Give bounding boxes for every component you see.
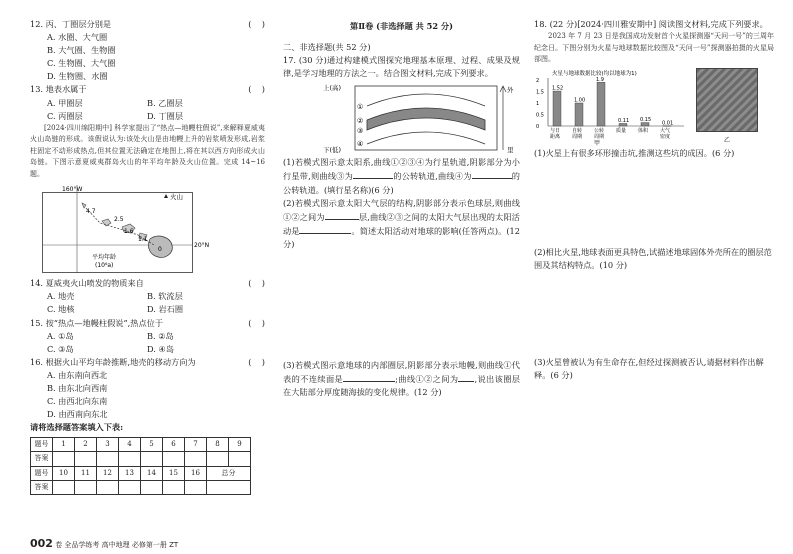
q12-option-c[interactable]: C. 生物圈、大气圈 xyxy=(47,58,116,69)
table-cell: 3 xyxy=(97,438,119,452)
right-column xyxy=(534,18,774,382)
q12-option-a[interactable]: A. 水圈、大气圈 xyxy=(47,32,108,43)
y-tick-label: 0 xyxy=(536,123,540,130)
q12-options xyxy=(30,31,265,83)
diagram-right-bottom: 里 xyxy=(507,146,514,155)
category-label: 周期 xyxy=(594,133,605,140)
chart-title: 火星与地球数据比较(均以地球为1) xyxy=(552,70,637,77)
q13-option-b[interactable]: B. 乙圈层 xyxy=(147,97,183,108)
mars-surface-photo xyxy=(696,68,758,132)
table-cell: 13 xyxy=(119,466,141,480)
map-caption-2: (10⁶a) xyxy=(95,262,114,270)
table-cell: 题号 xyxy=(31,438,53,452)
answer-cell[interactable] xyxy=(185,480,207,494)
curve-label-2: ② xyxy=(357,117,364,126)
table-cell: 2 xyxy=(75,438,97,452)
curve-4 xyxy=(367,132,485,144)
table-cell: 4 xyxy=(119,438,141,452)
age-label-1: 4.7 xyxy=(86,208,96,216)
answer-cell[interactable] xyxy=(141,452,163,466)
shaded-band xyxy=(367,108,485,130)
page-footer xyxy=(30,537,178,550)
total-score-label: 总分 xyxy=(207,466,251,480)
curve-1 xyxy=(367,94,485,106)
table-cell: 12 xyxy=(97,466,119,480)
q14-option-d[interactable]: D. 岩石圈 xyxy=(147,304,184,315)
answer-cell[interactable] xyxy=(119,452,141,466)
bar xyxy=(553,91,561,126)
category-label: 与日 xyxy=(550,127,561,134)
diagram-top-left: 上(高) xyxy=(323,84,342,93)
q13-option-a[interactable]: A. 甲圈层 xyxy=(47,97,83,108)
curve-label-1: ① xyxy=(357,103,364,112)
middle-column xyxy=(283,18,520,399)
answer-cell[interactable] xyxy=(163,452,185,466)
answer-cell[interactable] xyxy=(119,480,141,494)
q17-part2: (2)若模式图示意太阳大气层的结构,阴影部分表示色球层,则曲线①②之间为 层,曲线②③之间的太阳大气层出现的太阳活动是 。简述太阳活动对地球的影响(任答两点)。(12 分) xyxy=(283,197,520,249)
category-label: 体积 xyxy=(638,127,649,134)
answer-cell[interactable] xyxy=(53,452,75,466)
table-cell: 9 xyxy=(229,438,251,452)
lon-label: 160°W xyxy=(62,186,83,194)
table-cell: 11 xyxy=(75,466,97,480)
q18-part3: (3)火星曾被认为有生命存在,但经过探测被否认,请据材料作出解释。(6 分) xyxy=(534,356,764,381)
answer-cell[interactable] xyxy=(75,452,97,466)
bar-value-label: 1.9 xyxy=(596,76,604,83)
q17-intro: 17. (30 分)通过构建模式图探究地理基本原理、过程、成果及规律,是学习地理的方法之一。结合图文材料,完成下列要求。 xyxy=(283,55,520,79)
table-cell: 答案 xyxy=(31,480,53,494)
q17-part1: (1)若模式图示意太阳系,曲线①②③④为行星轨道,阴影部分为小行星带,则曲线③为 的公转轨道,曲线④为 的公转轨道。(填行星名称)(6 分) xyxy=(283,157,520,195)
model-diagram xyxy=(323,82,533,154)
q14-option-b[interactable]: B. 软流层 xyxy=(147,291,183,302)
answer-table xyxy=(30,437,251,494)
volcano-legend: 火山 xyxy=(170,193,183,202)
figure-label-b: 乙 xyxy=(723,136,730,144)
q12-option-d[interactable]: D. 生物圈、水圈 xyxy=(47,71,108,82)
bar-value-label: 1.52 xyxy=(552,85,564,92)
bar-value-label: 0.15 xyxy=(640,116,652,123)
q16-option-c[interactable]: C. 由西北向东南 xyxy=(47,396,108,407)
age-label-2: 2.5 xyxy=(114,216,124,224)
bar-value-label: 1.00 xyxy=(574,97,586,104)
answer-cell[interactable] xyxy=(97,480,119,494)
table-row xyxy=(31,480,251,494)
bar xyxy=(575,103,583,126)
total-score-cell[interactable] xyxy=(207,480,251,494)
answer-blank[interactable] xyxy=(299,224,351,234)
answer-blank[interactable] xyxy=(458,372,474,382)
bar-value-label: 0.01 xyxy=(662,119,674,126)
table-cell: 15 xyxy=(163,466,185,480)
mars-earth-bar-chart xyxy=(534,68,686,146)
q14-option-c[interactable]: C. 地核 xyxy=(47,304,75,315)
y-tick-label: 0.5 xyxy=(536,112,544,119)
q16-stem: 16. 根据火山平均年龄推断,地壳的移动方向为 ( ) xyxy=(30,356,265,367)
answer-blank[interactable] xyxy=(353,169,393,179)
answer-blank[interactable] xyxy=(472,169,512,179)
q16-option-b[interactable]: B. 由东北向西南 xyxy=(47,383,108,393)
answer-cell[interactable] xyxy=(207,452,229,466)
q15-stem: 15. 按“热点—地幔柱假说”,热点位于 ( ) xyxy=(30,317,265,328)
table-cell: 5 xyxy=(141,438,163,452)
q14-option-a[interactable]: A. 地壳 xyxy=(47,291,75,302)
table-row xyxy=(31,466,251,480)
category-label: 大气 xyxy=(660,127,671,134)
section-heading: 二、非选择题(共 52 分) xyxy=(283,42,371,53)
q15-option-d[interactable]: D. ④岛 xyxy=(147,343,175,354)
answer-cell[interactable] xyxy=(229,452,251,466)
q18-part2: (2)相比火星,地球表面更具特色,试描述地球固体外壳所在的圈层范围及其结构特点。(10 分) xyxy=(534,246,772,270)
answer-space[interactable] xyxy=(534,272,774,356)
map-caption-1: 平均年龄 xyxy=(92,254,117,262)
curve-label-4: ④ xyxy=(357,140,364,149)
table-row xyxy=(31,438,251,452)
answer-space[interactable] xyxy=(534,160,774,246)
diagram-bottom-left: 下(低) xyxy=(323,146,342,155)
category-label: 距离 xyxy=(550,133,561,140)
q15-option-c[interactable]: C. ③岛 xyxy=(47,343,74,354)
q16-option-a[interactable]: A. 由东南向西北 xyxy=(47,369,108,380)
y-tick-label: 1.5 xyxy=(536,89,544,96)
answer-space[interactable] xyxy=(283,251,520,359)
q18-intro: 18. (22 分)[2024·四川雅安期中] 阅读图文材料,完成下列要求。 xyxy=(534,19,768,29)
table-cell: 10 xyxy=(53,466,75,480)
figure-row xyxy=(534,68,774,147)
category-label: 质量 xyxy=(616,127,627,134)
age-label-3: 1.6 xyxy=(124,228,134,236)
answer-blank[interactable] xyxy=(343,372,395,382)
section-title: 第Ⅱ卷 (非选择题 共 52 分) xyxy=(350,21,453,31)
q15-option-b[interactable]: B. ②岛 xyxy=(147,330,174,341)
table-cell: 1 xyxy=(53,438,75,452)
q12-option-b[interactable]: B. 大气圈、生物圈 xyxy=(47,45,116,56)
q17-part3: (3)若模式图示意地球的内部圈层,阴影部分表示地幔,则曲线①代表的不连续面是 ;曲线①②之间为 ,说出该圈层在大陆部分厚度随海拔的变化规律。(12 分) xyxy=(283,360,520,398)
q15-option-a[interactable]: A. ①岛 xyxy=(47,330,74,341)
age-label-5: 0 xyxy=(158,246,162,254)
diagram-right-top: 外 xyxy=(507,86,514,95)
answer-cell[interactable] xyxy=(97,452,119,466)
table-cell: 题号 xyxy=(31,466,53,480)
curve-label-3: ③ xyxy=(357,127,364,136)
category-label: 周期 xyxy=(572,133,583,140)
bar xyxy=(597,82,605,126)
age-label-4: 1.1 xyxy=(138,236,148,244)
table-cell: 14 xyxy=(141,466,163,480)
bar xyxy=(641,122,649,125)
y-tick-label: 2 xyxy=(536,77,540,84)
volcano-legend-icon xyxy=(164,194,168,198)
q13-option-c[interactable]: C. 丙圈层 xyxy=(47,110,83,121)
answer-cell[interactable] xyxy=(185,452,207,466)
table-cell: 16 xyxy=(185,466,207,480)
figure-label-a: 甲 xyxy=(594,139,601,146)
bar-value-label: 0.11 xyxy=(618,117,630,124)
table-cell: 6 xyxy=(163,438,185,452)
footer-text: 卷 全品学练考 高中地理 必修第一册 ZT xyxy=(55,541,179,549)
volcano-passage: [2024·四川绵阳期中] 科学家提出了“热点—地幔柱假说”,来解释夏威夷火山岛链的形成。该假说认为:该处火山是由地幔上升的岩浆喷发形成,岩浆柱固定不动形成热点,但其位置无法确定在地图上,将在其以西方向形成火山岛链。下图示意夏威夷群岛火山的年平均年龄及火山位置。完成 14~16题。 xyxy=(30,123,265,178)
q12-stem: 12. 丙、丁圈层分别是 ( ) xyxy=(30,19,265,29)
table-cell: 答案 xyxy=(31,452,53,466)
q16-option-d[interactable]: D. 由西南向东北 xyxy=(47,409,108,420)
left-column xyxy=(30,18,265,495)
map-frame xyxy=(43,193,193,273)
table-cell: 8 xyxy=(207,438,229,452)
q14-stem: 14. 夏威夷火山喷发的物质来自 ( ) xyxy=(30,278,265,289)
answer-cell[interactable] xyxy=(53,480,75,494)
answer-cell[interactable] xyxy=(163,480,185,494)
table-cell: 7 xyxy=(185,438,207,452)
q13-stem: 13. 地表水属于 ( ) xyxy=(30,84,265,95)
mars-passage: 2023 年 7 月 23 日是我国成功发射首个火星探测器“天问一号”的三周年纪念日。下图分别为火星与地球数据比较图及“天问一号”探测器拍摄的火星局部图。 xyxy=(534,32,774,64)
q13-option-d[interactable]: D. 丁圈层 xyxy=(147,110,184,121)
category-label: 密度 xyxy=(660,133,671,140)
hawaii-map xyxy=(42,183,242,275)
lat-label: 20°N xyxy=(194,242,210,250)
q18-part1: (1)火星上有很多环形撞击坑,推测这些坑的成因。(6 分) xyxy=(534,147,735,158)
y-tick-label: 1 xyxy=(536,100,540,107)
answer-cell[interactable] xyxy=(141,480,163,494)
answer-table-title: 请将选择题答案填入下表: xyxy=(30,422,124,433)
table-row xyxy=(31,452,251,466)
answer-cell[interactable] xyxy=(75,480,97,494)
answer-blank[interactable] xyxy=(325,210,359,220)
category-label: 公转 xyxy=(594,127,605,134)
category-label: 自转 xyxy=(572,127,583,134)
page-number: 002 xyxy=(30,537,53,550)
